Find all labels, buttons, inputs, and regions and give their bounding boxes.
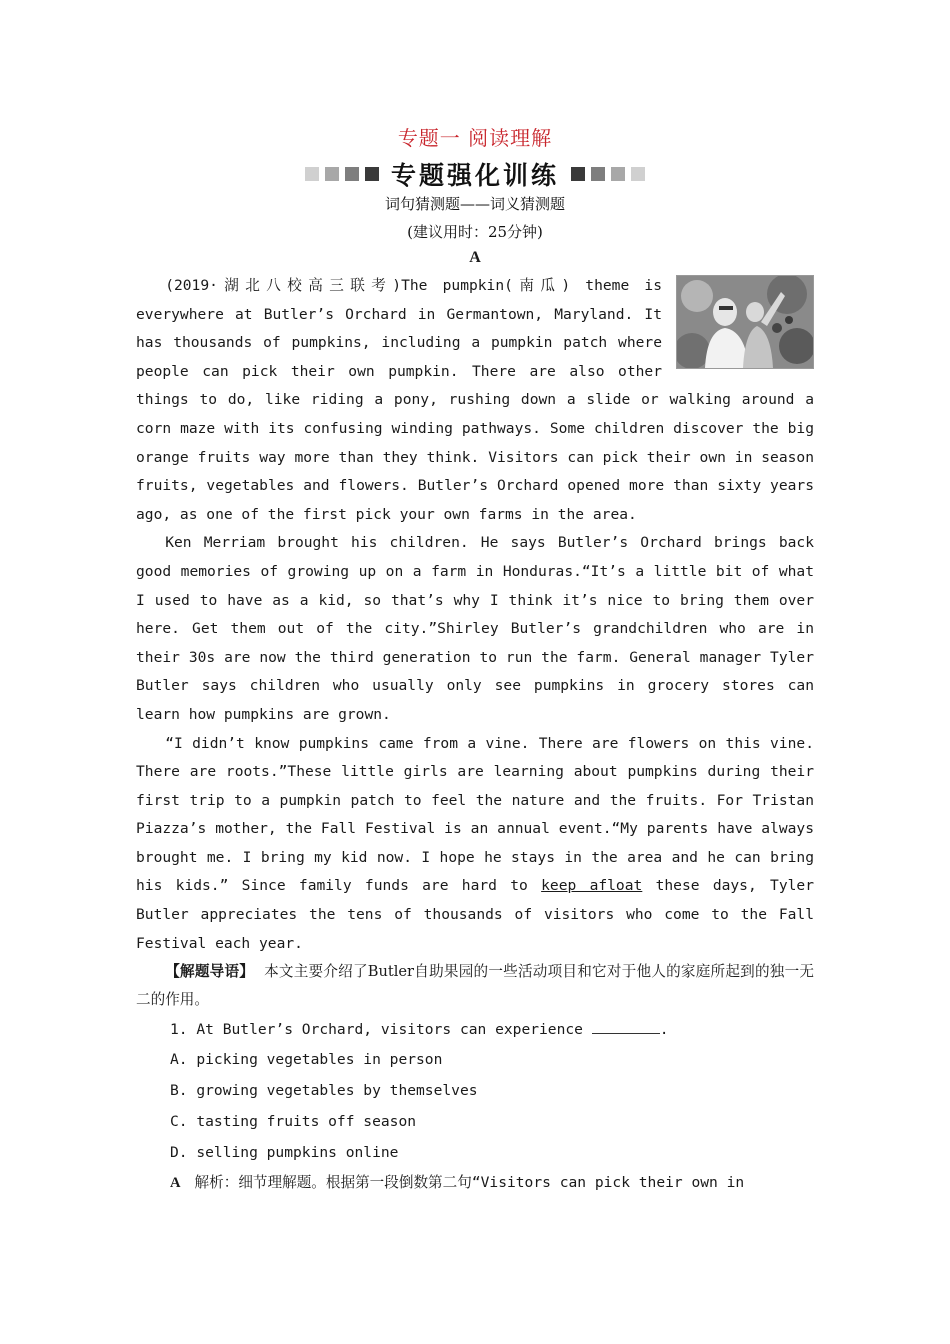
paragraph-3-text-after: these days, Tyler Butler appreciates the tens of thousands of visitors who come to the Fall Festival each year.: [136, 877, 814, 952]
guide-tag: 【解题导语】: [165, 963, 255, 980]
question-stem-text: 1. At Butler’s Orchard, visitors can experience: [170, 1021, 592, 1038]
option-b: B. growing vegetables by themselves: [170, 1082, 478, 1099]
option-c: C. tasting fruits off season: [170, 1113, 417, 1130]
answer-blank: [592, 1019, 660, 1034]
reading-passage: [136, 272, 814, 958]
passage-paragraph-1: (2019·湖北八校高三联考)The pumpkin(南瓜) theme is everywhere at Butler’s Orchard in Germantown, Maryland. It has thousands of pumpkins, including a pumpkin patch where people can pick their own pumpkin. There are also other things to do, like riding a pony, rushing down a slide or walking around a corn maze with its confusing winding pathways. Some children discover the big orange fruits way more than they think. Visitors can pick their own in season fruits, vegetables and flowers. Butler’s Orchard opened more than sixty years ago, as one of the first pick your own farms in the area.: [136, 277, 814, 523]
square-icon: [631, 167, 645, 181]
family-orchard-photo-icon: [676, 275, 814, 369]
square-icon: [365, 167, 379, 181]
target-phrase: keep afloat: [541, 877, 643, 895]
passage-paragraph-3: [136, 730, 814, 959]
answer-analysis: [170, 1172, 814, 1194]
left-square-ornament: [305, 167, 379, 181]
right-square-ornament: [571, 167, 645, 181]
square-icon: [305, 167, 319, 181]
paragraph-3-text-before: “I didn’t know pumpkins came from a vine. There are flowers on this vine. There are roots.”These little girls are learning about pumpkins during their first trip to a pumpkin patch to feel the nature and the fruits. For Tristan Piazza’s mother, the Fall Festival is an annual event.“My parents have always brought me. I bring my kid now. I hope he stays in the area and he can bring his kids.” Since family funds are hard to: [136, 734, 814, 895]
analysis-text: 解析：细节理解题。根据第一段倒数第二句“Visitors can pick their own in: [194, 1174, 745, 1191]
banner-title: 专题强化训练: [390, 161, 559, 190]
square-icon: [345, 167, 359, 181]
square-icon: [571, 167, 585, 181]
option-d: D. selling pumpkins online: [170, 1144, 399, 1161]
guide-text: 本文主要介绍了Butler自助果园的一些活动项目和它对于他人的家庭所起到的独一无二的作用。: [136, 963, 814, 1008]
answer-letter: A: [170, 1175, 181, 1191]
question-type-subtitle: 词句猜测题——词义猜测题: [384, 195, 565, 213]
reading-guide: [136, 958, 814, 1014]
passage-paragraph-2: Ken Merriam brought his children. He says Butler’s Orchard brings back good memories of growing up on a farm in Honduras.“It’s a little bit of what I used to have as a kid, so that’s why I think it’s nice to bring them over here. Get them out of the city.”Shirley Butler’s grandchildren who are in their 30s are now the third generation to run the farm. General manager Tyler Butler says children who usually only see pumpkins in grocery stores can learn how pumpkins are grown.: [136, 534, 814, 723]
square-icon: [591, 167, 605, 181]
square-icon: [611, 167, 625, 181]
square-icon: [325, 167, 339, 181]
question-1-stem: [170, 1019, 669, 1040]
suggested-time: (建议用时：25分钟): [407, 223, 543, 241]
part-label: A: [469, 249, 481, 266]
question-stem-end: .: [659, 1021, 669, 1038]
option-a: A. picking vegetables in person: [170, 1051, 443, 1068]
section-title: 专题一 阅读理解: [397, 126, 553, 150]
training-banner: [0, 158, 950, 190]
